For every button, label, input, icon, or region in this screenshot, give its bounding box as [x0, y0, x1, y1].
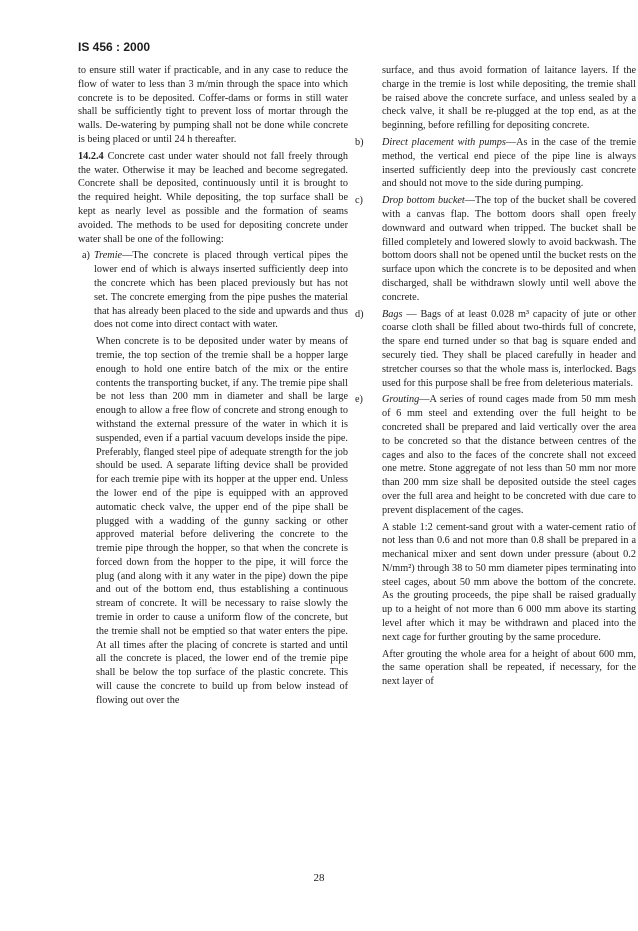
list-item-text: —As in the case of the tremie method, the vertical end piece of the pipe line is always inserted sufficiently deep into the previously cast concrete and should not move to the side during pumping. — [382, 136, 637, 190]
list-item-text: —The top of the bucket shall be covered with a canvas flap. The bottom doors shall open freely downward and outward when tripped. The bucket shall be filled completely and lowered slowly to avoid backwash. The bottom doors shall not be opened until the bucket rests on the surface upon which the concrete is to be deposited and when discharged, shall be withdrawn slowly until well above the concrete. — [382, 195, 637, 303]
list-label: e) — [355, 394, 363, 406]
list-item-title: Tremie — [94, 250, 123, 262]
list-item-title: Drop bottom bucket — [382, 195, 465, 207]
list-label: a) — [82, 250, 90, 262]
list-item-title: Bags — [382, 308, 403, 320]
clause-text: Concrete cast under water should not fall freely through the water. Otherwise it may be leached and become segregated. Concrete shall be deposited, continuously until it is brought to the required height. While depositing, the top surface shall be kept as nearly level as possible and the formation of seams avoided. The methods to be used for depositing concrete under water shall be one of the following: — [78, 150, 349, 245]
list-item-drop-bottom-bucket — [355, 194, 637, 304]
grouting-paragraph-3: After grouting the whole area for a height of about 600 mm, the same operation shall be repeated, if necessary, for the next layer of — [382, 648, 636, 688]
list-item-title: Direct placement with pumps — [382, 136, 506, 148]
right-column — [355, 64, 637, 692]
clause-number: 14.2.4 — [78, 150, 104, 162]
list-item-tremie — [78, 249, 348, 332]
list-label: b) — [355, 136, 364, 148]
list-item-pumps — [355, 136, 637, 191]
standard-number: IS 456 : 2000 — [78, 40, 151, 54]
list-item-grouting — [355, 393, 636, 517]
page-number: 28 — [313, 872, 325, 884]
list-item-text: —A series of round cages made from 50 mm mesh of 6 mm steel and extending over the full height to be concreted shall be prepared and laid vertically over the area to be concreted so that the distance between centres of the cages and also to the faces of the concrete shall not exceed one metre. Stone aggregate of not less than 50 mm nor more than 200 mm size shall be deposited outside the steel cages over the full area and height to be concreted with due care to prevent displacement of the cages. — [382, 394, 636, 516]
list-label: c) — [355, 195, 363, 207]
tremie-continuation-right: surface, and thus avoid formation of laitance layers. If the charge in the tremie is lost while depositing, the tremie shall be raised above the concrete surface, and unless sealed by a check valve, it shall be re-plugged at the top end, as at the beginning, before refilling for depositing concrete. — [382, 65, 636, 132]
list-item-bags — [355, 308, 636, 391]
grouting-paragraph-2: A stable 1:2 cement-sand grout with a water-cement ratio of not less than 0.6 and not more than 0.8 shall be prepared in a mechanical mixer and sent down under pressure (about 0.2 N/mm²) through 38 to 50 mm diameter pipes terminating into steel cages, about 50 mm above the bottom of the concrete. As the grouting proceeds, the pipe shall be raised gradually up to a height of not more than 6 000 mm above its starting level after which it may be withdrawn and placed into the next cage for further grouting by the same procedure. — [382, 521, 636, 643]
tremie-continuation: When concrete is to be deposited under water by means of tremie, the top section of the tremie shall be a hopper large enough to hold one entire batch of the mix or the entire contents the transporting bucket, if any. The tremie pipe shall be not less than 200 mm in diameter and shall be large enough to allow a free flow of concrete and strong enough to withstand the external pressure of the water in which it is suspended, even if a partial vacuum develops inside the pipe. Preferably, flanged steel pipe of adequate strength for the job should be used. A separate lifting device shall be provided for each tremie pipe with its hopper at the upper end. Unless the lower end of the pipe is equipped with an approved automatic check valve, the upper end of the pipe shall be plugged with a wadding of the gunny sacking or other approved material before delivering the concrete to the tremie pipe through the hopper, so that when the concrete is forced down from the hopper to the pipe, it will force the plug (and along with it any water in the pipe) down the pipe and out of the bottom end, thus establishing a continuous stream of concrete. It will be necessary to raise slowly the tremie in order to cause a uniform flow of the concrete, but the tremie shall not be emptied so that water enters the pipe. At all times after the placing of concrete is started and until all the concrete is placed, the lower end of the tremie pipe shall be below the top surface of the plastic concrete. This will cause the concrete to build up from below instead of flowing out over the — [96, 336, 348, 706]
list-label: d) — [355, 308, 364, 320]
clause-14-2-4 — [78, 150, 348, 247]
list-item-title: Grouting — [382, 394, 420, 406]
list-item-text: —The concrete is placed through vertical pipes the lower end of which is always inserted sufficiently deep into the concrete which has been placed previously but has not set. The concrete emerging from the pipe pushes the material that has already been placed to the side and upwards and thus does not come into direct contact with water. — [94, 250, 348, 331]
list-item-text: — Bags of at least 0.028 m³ capacity of jute or other coarse cloth shall be filled about two-thirds full of concrete, the spare end turned under so that bag is square ended and securely tied. They shall be placed carefully in header and stretcher courses so that the whole mass is, interlocked. Bags used for this purpose shall be free from deleterious materials. — [382, 308, 636, 389]
paragraph-continued: to ensure still water if practicable, and in any case to reduce the flow of water to less than 3 m/min through the space into which concrete is to be deposited. Coffer-dams or forms in still water shall be sufficiently tight to prevent loss of mortar through the walls. De-watering by pumping shall not be done while concrete is being placed or until 24 h thereafter. — [78, 65, 348, 145]
left-column — [78, 64, 348, 711]
